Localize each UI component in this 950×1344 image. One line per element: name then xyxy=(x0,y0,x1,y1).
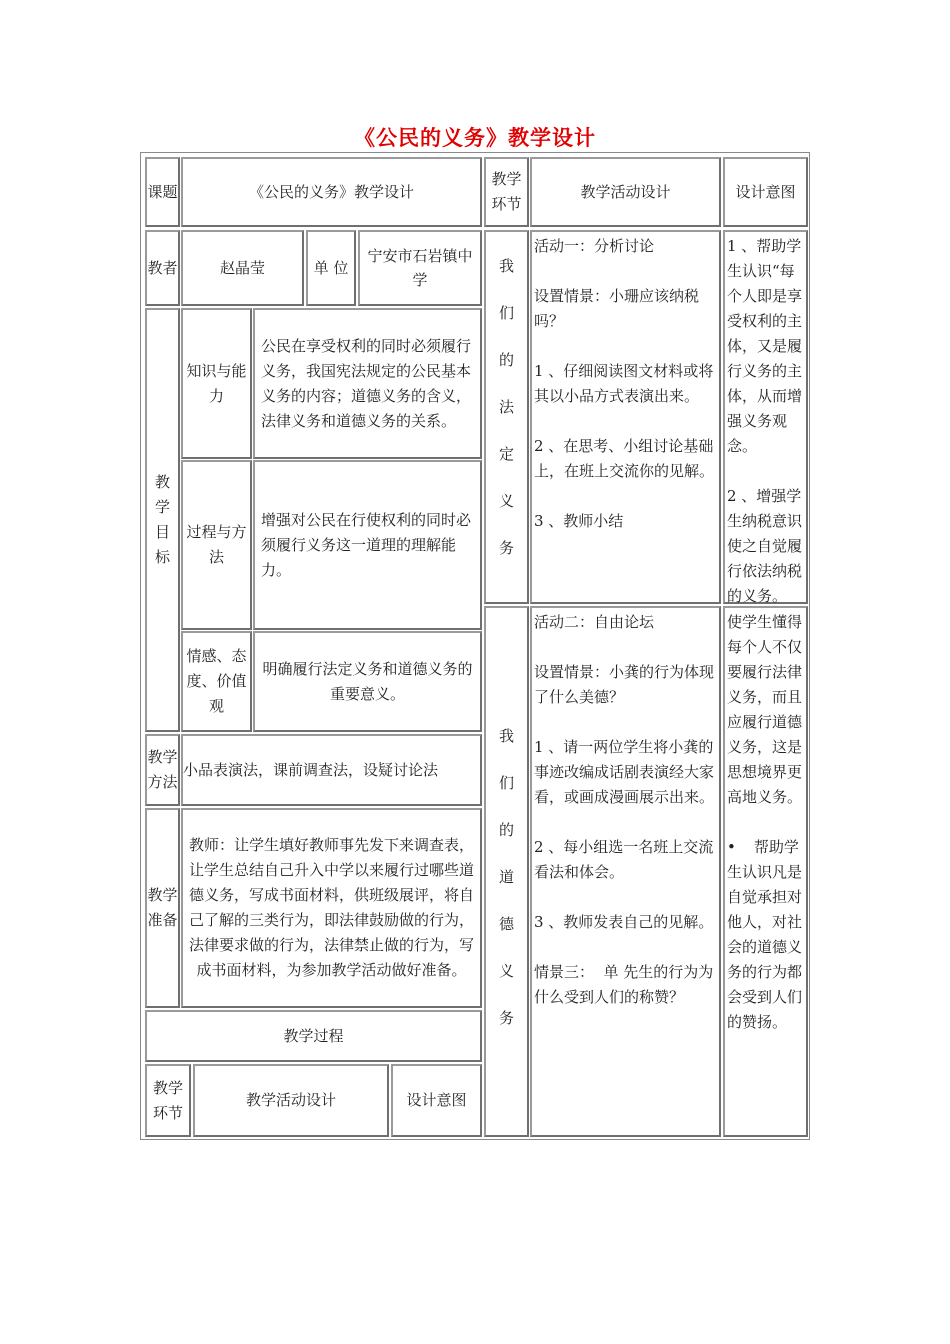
intent-one xyxy=(723,230,808,604)
process-stage-header: 教学环节 xyxy=(145,1064,191,1137)
stage-legal-duty-text-char: 法 xyxy=(498,398,514,416)
lesson-plan-table xyxy=(140,152,810,1140)
intent-one-point-2: 2 、增强学生纳税意识使之自觉履行依法纳税的义务。 xyxy=(727,487,803,605)
unit-value: 宁安市石岩镇中学 xyxy=(358,230,482,306)
goal-knowledge-label: 知识与能力 xyxy=(181,308,252,459)
teacher-name: 赵晶莹 xyxy=(181,230,304,306)
intent-two-second-text: 帮助学生认识凡是自觉承担对他人，对社会的道德义务的行为都会受到人们的赞扬。 xyxy=(727,838,803,1031)
stage-moral-duty xyxy=(484,606,529,1137)
topic-value: 《公民的义务》教学设计 xyxy=(181,157,482,227)
goal-emotion-text: 明确履行法定义务和道德义务的重要意义。 xyxy=(253,631,482,732)
goals-label: 教学目标 xyxy=(145,308,180,732)
goal-knowledge-text: 公民在享受权利的同时必须履行义务，我国宪法规定的公民基本义务的内容；道德义务的含义，法律义务和道德义务的关系。 xyxy=(253,308,482,459)
stage-legal-duty-text xyxy=(486,232,527,572)
goal-process-text: 增强对公民在行使权利的同时必须履行义务这一道理的理解能力。 xyxy=(253,460,482,630)
teacher-label: 教者 xyxy=(145,230,180,306)
bullet-icon: • xyxy=(727,838,736,856)
stage-moral-duty-text-char: 德 xyxy=(498,915,514,933)
stage-moral-duty-text-char: 道 xyxy=(498,868,514,886)
process-heading: 教学过程 xyxy=(145,1010,482,1062)
method-label: 教学方法 xyxy=(145,734,180,806)
stage-legal-duty xyxy=(484,230,529,604)
stage-moral-duty-text-char: 务 xyxy=(498,1009,514,1027)
stage-legal-duty-text-char: 的 xyxy=(498,351,514,369)
activity-two-step-3: 3 、教师发表自己的见解。 xyxy=(534,913,714,931)
stage-moral-duty-text-char: 的 xyxy=(498,821,514,839)
stage-moral-duty-text-char: 们 xyxy=(498,774,514,792)
stage-legal-duty-text-char: 务 xyxy=(498,539,514,557)
stage-header: 教学环节 xyxy=(484,157,529,227)
activity-two-scenario-3: 情景三： 单 先生的行为为什么受到人们的称赞？ xyxy=(534,963,714,1006)
stage-legal-duty-text-char: 义 xyxy=(498,492,514,510)
intent-two-second xyxy=(727,835,804,1035)
activity-header: 教学活动设计 xyxy=(530,157,721,227)
stage-moral-duty-text-char: 我 xyxy=(498,727,514,745)
activity-one-step-3: 3 、教师小结 xyxy=(534,512,624,530)
intent-one-point-1: 1 、帮助学生认识“每个人即是享受权利的主体，又是履行义务的主体，从而增强义务观念。 xyxy=(727,237,803,455)
activity-one-scenario: 设置情景：小珊应该纳税吗？ xyxy=(534,287,700,330)
activity-two-step-1: 1 、请一两位学生将小龚的事迹改编成话剧表演经大家看，或画成漫画展示出来。 xyxy=(534,738,715,806)
activity-one-step-2: 2 、在思考、小组讨论基础上，在班上交流你的见解。 xyxy=(534,437,715,480)
activity-one xyxy=(530,230,721,604)
stage-moral-duty-text-char: 义 xyxy=(498,962,514,980)
activity-one-title: 活动一：分析讨论 xyxy=(534,237,655,255)
stage-legal-duty-text-char: 定 xyxy=(498,445,514,463)
activity-one-step-1: 1 、仔细阅读图文材料或将其以小品方式表演出来。 xyxy=(534,362,714,405)
intent-two xyxy=(723,606,808,1137)
activity-two xyxy=(530,606,721,1137)
goal-process-label: 过程与方法 xyxy=(181,460,252,630)
prep-label: 教学准备 xyxy=(145,808,180,1008)
process-intent-header: 设计意图 xyxy=(391,1064,482,1137)
activity-two-scenario: 设置情景：小龚的行为体现了什么美德？ xyxy=(534,663,715,706)
unit-label: 单 位 xyxy=(306,230,356,306)
intent-header: 设计意图 xyxy=(723,157,808,227)
goal-emotion-label: 情感、态度、价值观 xyxy=(181,631,252,732)
activity-two-title: 活动二：自由论坛 xyxy=(534,613,655,631)
stage-legal-duty-text-char: 我 xyxy=(498,257,514,275)
method-text: 小品表演法，课前调查法，设疑讨论法 xyxy=(181,734,482,806)
activity-two-step-2: 2 、每小组选一名班上交流看法和体会。 xyxy=(534,838,714,881)
prep-text: 教师：让学生填好教师事先发下来调查表，让学生总结自己升入中学以来履行过哪些道德义务，写成书面材料，供班级展评，将自己了解的三类行为，即法律鼓励做的行为，法律要求做的行为，法律禁止做的行为，写成书面材料，为参加教学活动做好准备。 xyxy=(181,808,482,1008)
stage-legal-duty-text-char: 们 xyxy=(498,304,514,322)
intent-two-main: 使学生懂得每个人不仅要履行法律义务，而且应履行道德义务，这是思想境界更高地义务。 xyxy=(727,613,803,806)
topic-label: 课题 xyxy=(145,157,180,227)
document-title: 《公民的义务》教学设计 xyxy=(354,126,596,150)
process-activity-header: 教学活动设计 xyxy=(193,1064,389,1137)
stage-moral-duty-text xyxy=(486,608,527,1042)
